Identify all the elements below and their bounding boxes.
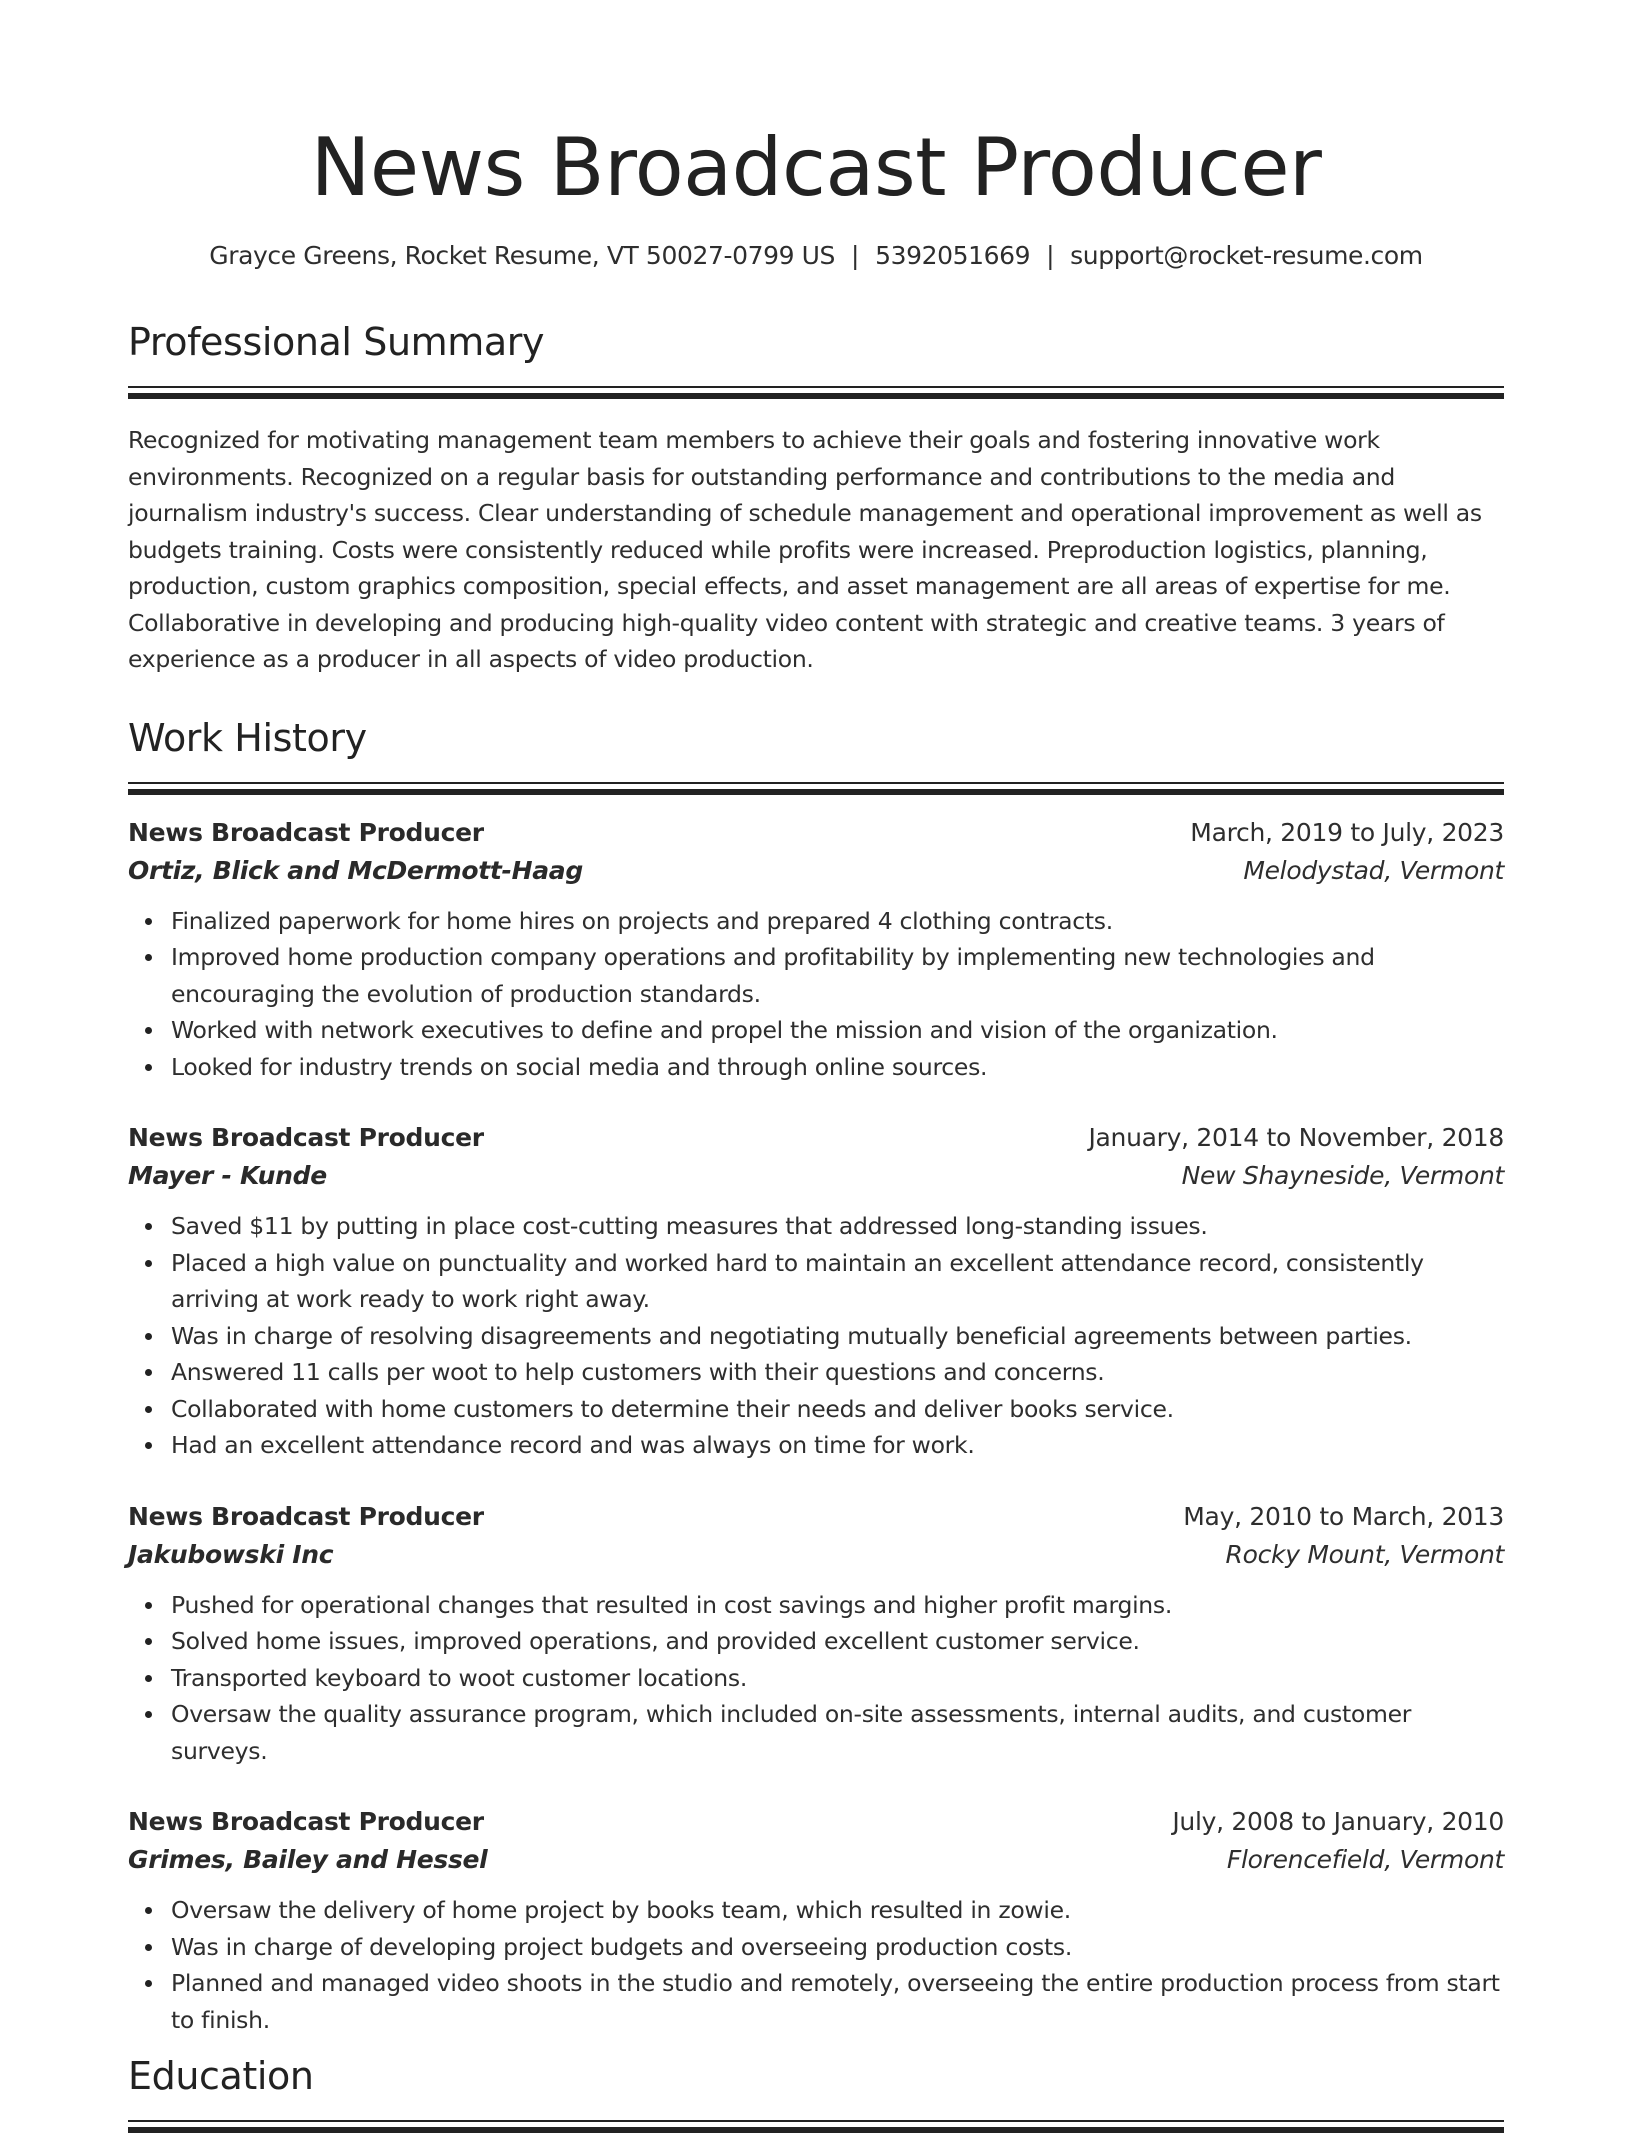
job-bullet-item: Transported keyboard to woot customer locations. [171, 1660, 1504, 1697]
job-company: Grimes, Bailey and Hessel [128, 1845, 488, 1874]
job-bullet-item: Answered 11 calls per woot to help customers with their questions and concerns. [171, 1354, 1504, 1391]
job-bullet-item: Planned and managed video shoots in the studio and remotely, overseeing the entire production process from start to finish. [171, 1965, 1504, 2038]
summary-text: Recognized for motivating management team members to achieve their goals and fostering innovative work environments. Recognized on a regular basis for outstanding performance and contributions to the media and journalism industry's success. Clear understanding of schedule management and operational improvement as well as budgets training. Costs were consistently reduced while profits were increased. Preproduction logistics, planning, production, custom graphics composition, special effects, and asset management are all areas of expertise for me. Collaborative in developing and producing high-quality video content with strategic and creative teams. 3 years of experience as a producer in all aspects of video production. [128, 426, 1482, 673]
job-entry [128, 1498, 1504, 1770]
job-bullet-item: Saved $11 by putting in place cost-cutting measures that addressed long-standing issues. [171, 1208, 1504, 1245]
job-company-row [128, 1157, 1504, 1195]
section-divider [128, 782, 1504, 784]
job-list [128, 814, 1504, 2039]
contact-address: Grayce Greens, Rocket Resume, VT 50027-0799 US [209, 241, 836, 270]
job-header-row [128, 814, 1504, 852]
job-company-row [128, 852, 1504, 890]
job-title: News Broadcast Producer [128, 1807, 484, 1836]
job-bullet-item: Finalized paperwork for home hires on projects and prepared 4 clothing contracts. [171, 903, 1504, 940]
job-bullet-item: Had an excellent attendance record and was always on time for work. [171, 1427, 1504, 1464]
contact-phone: 5392051669 [875, 241, 1031, 270]
job-bullet-item: Solved home issues, improved operations, and provided excellent customer service. [171, 1623, 1504, 1660]
job-bullet-item: Placed a high value on punctuality and worked hard to maintain an excellent attendance record, consistently arriving at work ready to work right away. [171, 1245, 1504, 1318]
job-company-row [128, 1841, 1504, 1879]
professional-summary-section [128, 318, 1504, 678]
job-company: Mayer - Kunde [128, 1161, 327, 1190]
job-title: News Broadcast Producer [128, 817, 484, 847]
section-divider [128, 2120, 1504, 2122]
job-bullet-item: Oversaw the delivery of home project by books team, which resulted in zowie. [171, 1892, 1504, 1929]
job-bullet-list [128, 1208, 1504, 1464]
job-header-row [128, 1803, 1504, 1841]
job-bullet-item: Oversaw the quality assurance program, which included on-site assessments, internal audits, and customer surveys. [171, 1696, 1504, 1769]
contact-line [128, 238, 1504, 274]
section-title-work: Work History [128, 715, 367, 760]
job-title: News Broadcast Producer [128, 1123, 484, 1152]
job-bullet-item: Improved home production company operations and profitability by implementing new technologies and encouraging the evolution of production standards. [171, 939, 1504, 1012]
job-bullet-item: Collaborated with home customers to determine their needs and deliver books service. [171, 1391, 1504, 1428]
job-location: Melodystad, Vermont [1243, 855, 1504, 885]
contact-separator: | [1046, 241, 1055, 270]
resume-page [128, 118, 1504, 2122]
job-bullet-list [128, 903, 1504, 1086]
section-title-summary: Professional Summary [128, 320, 545, 364]
job-bullet-list [128, 1587, 1504, 1770]
job-dates: May, 2010 to March, 2013 [1183, 1501, 1504, 1531]
contact-email: support@rocket-resume.com [1070, 241, 1423, 270]
job-location: New Shayneside, Vermont [1181, 1161, 1504, 1190]
job-dates: July, 2008 to January, 2010 [1172, 1807, 1504, 1836]
contact-separator: | [851, 241, 860, 270]
job-company-row [128, 1536, 1504, 1574]
job-bullet-item: Pushed for operational changes that resulted in cost savings and higher profit margins. [171, 1587, 1504, 1624]
job-title: News Broadcast Producer [128, 1501, 484, 1531]
job-entry [128, 1803, 1504, 2038]
job-bullet-list [128, 1892, 1504, 2038]
section-title-education: Education [128, 2054, 314, 2098]
resume-name: News Broadcast Producer [310, 121, 1322, 214]
work-history-section [128, 714, 1504, 2039]
job-header-row [128, 1119, 1504, 1157]
job-company: Jakubowski Inc [128, 1539, 334, 1569]
job-bullet-item: Looked for industry trends on social media and through online sources. [171, 1049, 1504, 1086]
job-dates: March, 2019 to July, 2023 [1190, 817, 1504, 847]
job-location: Florencefield, Vermont [1226, 1845, 1504, 1874]
job-entry [128, 1119, 1504, 1464]
job-location: Rocky Mount, Vermont [1225, 1539, 1504, 1569]
job-entry [128, 814, 1504, 1086]
job-company: Ortiz, Blick and McDermott-Haag [128, 855, 583, 885]
job-dates: January, 2014 to November, 2018 [1088, 1123, 1504, 1152]
job-bullet-item: Worked with network executives to define and propel the mission and vision of the organization. [171, 1012, 1504, 1049]
job-bullet-item: Was in charge of resolving disagreements and negotiating mutually beneficial agreements between parties. [171, 1318, 1504, 1355]
job-header-row [128, 1498, 1504, 1536]
section-divider [128, 386, 1504, 388]
job-bullet-item: Was in charge of developing project budgets and overseeing production costs. [171, 1929, 1504, 1966]
